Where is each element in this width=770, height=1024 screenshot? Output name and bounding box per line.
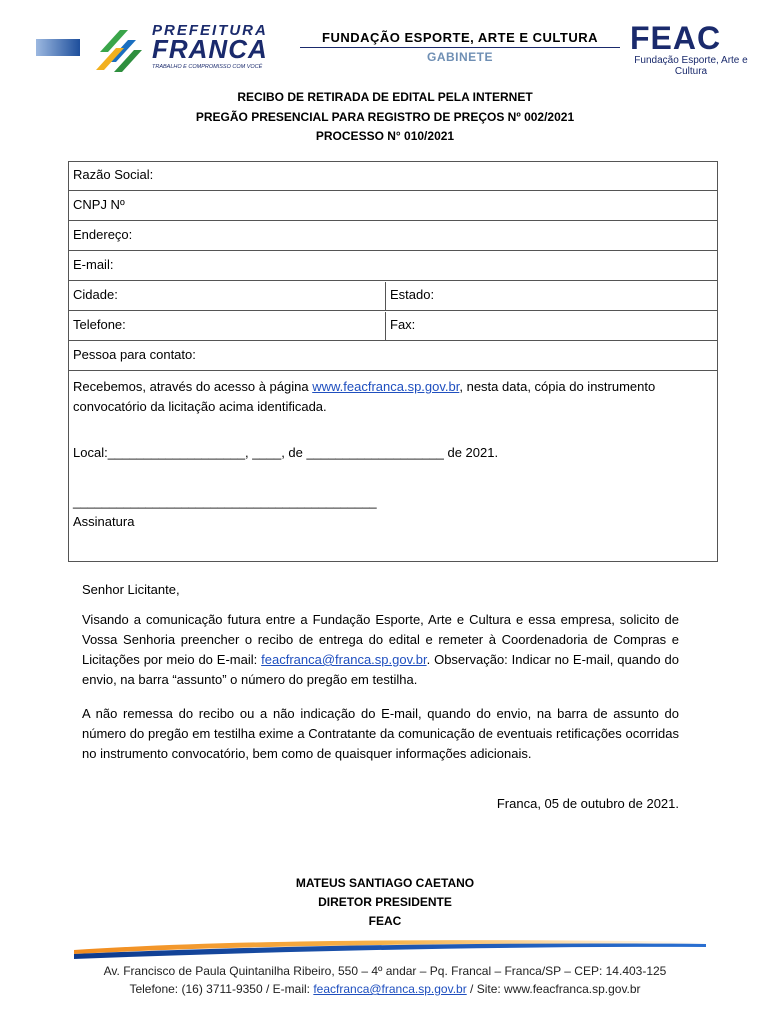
email-label: E-mail: — [73, 257, 114, 272]
paragraph-1-text-end: . Observação: Indicar no E-mail, quando do envio, na barra “assunto” o número do pregão em testilha. — [82, 652, 679, 687]
contact-email-link[interactable]: feacfranca@franca.sp.gov.br — [261, 652, 427, 667]
form-row-cidade-estado[interactable] — [69, 282, 717, 311]
feac-word: FEAC — [630, 20, 722, 56]
document-title: RECIBO DE RETIRADA DE EDITAL PELA INTERNET — [237, 90, 533, 104]
form-row-razao-social[interactable] — [69, 162, 717, 191]
process-number: PROCESSO N° 010/2021 — [315, 129, 455, 143]
letter-paragraph-1 — [82, 610, 679, 690]
receipt-statement — [73, 377, 713, 417]
telefone-label: Telefone: — [73, 317, 126, 332]
franca-word: FRANCA — [152, 34, 268, 64]
footer-email-link[interactable]: feacfranca@franca.sp.gov.br — [313, 982, 467, 996]
prefeitura-franca-logo — [94, 22, 284, 74]
receipt-text: Recebemos, através do acesso à página — [73, 379, 313, 394]
signatory-role: DIRETOR PRESIDENTE — [318, 895, 452, 909]
pessoa-contato-label: Pessoa para contato: — [73, 347, 196, 362]
foundation-title: FUNDAÇÃO ESPORTE, ARTE E CULTURA — [322, 30, 598, 45]
column-divider — [385, 312, 386, 341]
blue-gradient-strip — [36, 39, 80, 56]
salutation: Senhor Licitante, — [82, 582, 180, 597]
paragraph-1-text: Visando a comunicação futura entre a Fundação Esporte, Arte e Cultura e essa empresa, solicito de Vossa Senhoria preencher o recibo de entrega do edital e remeter à Coordenadoria de Compras e Licitações por meio do E-mail: — [82, 612, 679, 667]
signature-line[interactable]: __________________________________________ — [73, 494, 377, 509]
footer-address: Av. Francisco de Paula Quintanilha Ribeiro, 550 – 4º andar – Pq. Francal – Franca/SP – CEP: 14.403-125 — [103, 964, 667, 978]
prefeitura-word: PREFEITURA — [152, 22, 268, 39]
footer-contact — [0, 982, 770, 996]
footer-site: / Site: www.feacfranca.sp.gov.br — [466, 982, 641, 996]
header-rule — [300, 47, 620, 48]
footer-swoosh-decoration — [74, 932, 706, 960]
receipt-text-line2: convocatório da licitação acima identificada. — [73, 399, 327, 414]
letter-paragraph-2: A não remessa do recibo ou a não indicação do E-mail, quando do envio, na barra de assunto do número do pregão em testilha exime a Contratante da comunicação de eventuais retificações ocorridas no instrumento convocatório, bem como de quaisquer informações adicionais. — [82, 706, 679, 761]
signatory-org: FEAC — [368, 914, 402, 928]
column-divider — [385, 282, 386, 311]
signatory-name: MATEUS SANTIAGO CAETANO — [295, 876, 475, 890]
fax-label: Fax: — [390, 317, 416, 332]
franca-slogan: TRABALHO E COMPROMISSO COM VOCÊ — [152, 64, 263, 70]
letter-date: Franca, 05 de outubro de 2021. — [496, 796, 679, 811]
estado-label: Estado: — [390, 287, 435, 302]
cnpj-label: CNPJ Nº — [73, 197, 125, 212]
endereco-label: Endereço: — [73, 227, 133, 242]
form-row-telefone-fax[interactable] — [69, 312, 717, 341]
feac-subtitle: Fundação Esporte, Arte e Cultura — [634, 55, 748, 77]
receipt-text-end: , nesta data, cópia do instrumento — [459, 379, 656, 394]
form-row-pessoa-contato[interactable] — [69, 342, 717, 371]
receipt-form — [68, 161, 718, 562]
document-subtitle: PREGÃO PRESENCIAL PARA REGISTRO DE PREÇOS Nº 002/2021 — [195, 110, 575, 124]
local-date-line[interactable]: Local:___________________, ____, de ___________________ de 2021. — [73, 445, 499, 460]
razao-social-label: Razão Social: — [73, 167, 154, 182]
form-row-cnpj[interactable] — [69, 192, 717, 221]
form-row-endereco[interactable] — [69, 222, 717, 251]
form-row-email[interactable] — [69, 252, 717, 281]
signature-label: Assinatura — [73, 514, 135, 529]
cidade-label: Cidade: — [73, 287, 118, 302]
site-link[interactable]: www.feacfranca.sp.gov.br — [312, 379, 460, 394]
department-label: GABINETE — [426, 50, 493, 64]
footer-phone: Telefone: (16) 3711-9350 / E-mail: — [129, 982, 314, 996]
